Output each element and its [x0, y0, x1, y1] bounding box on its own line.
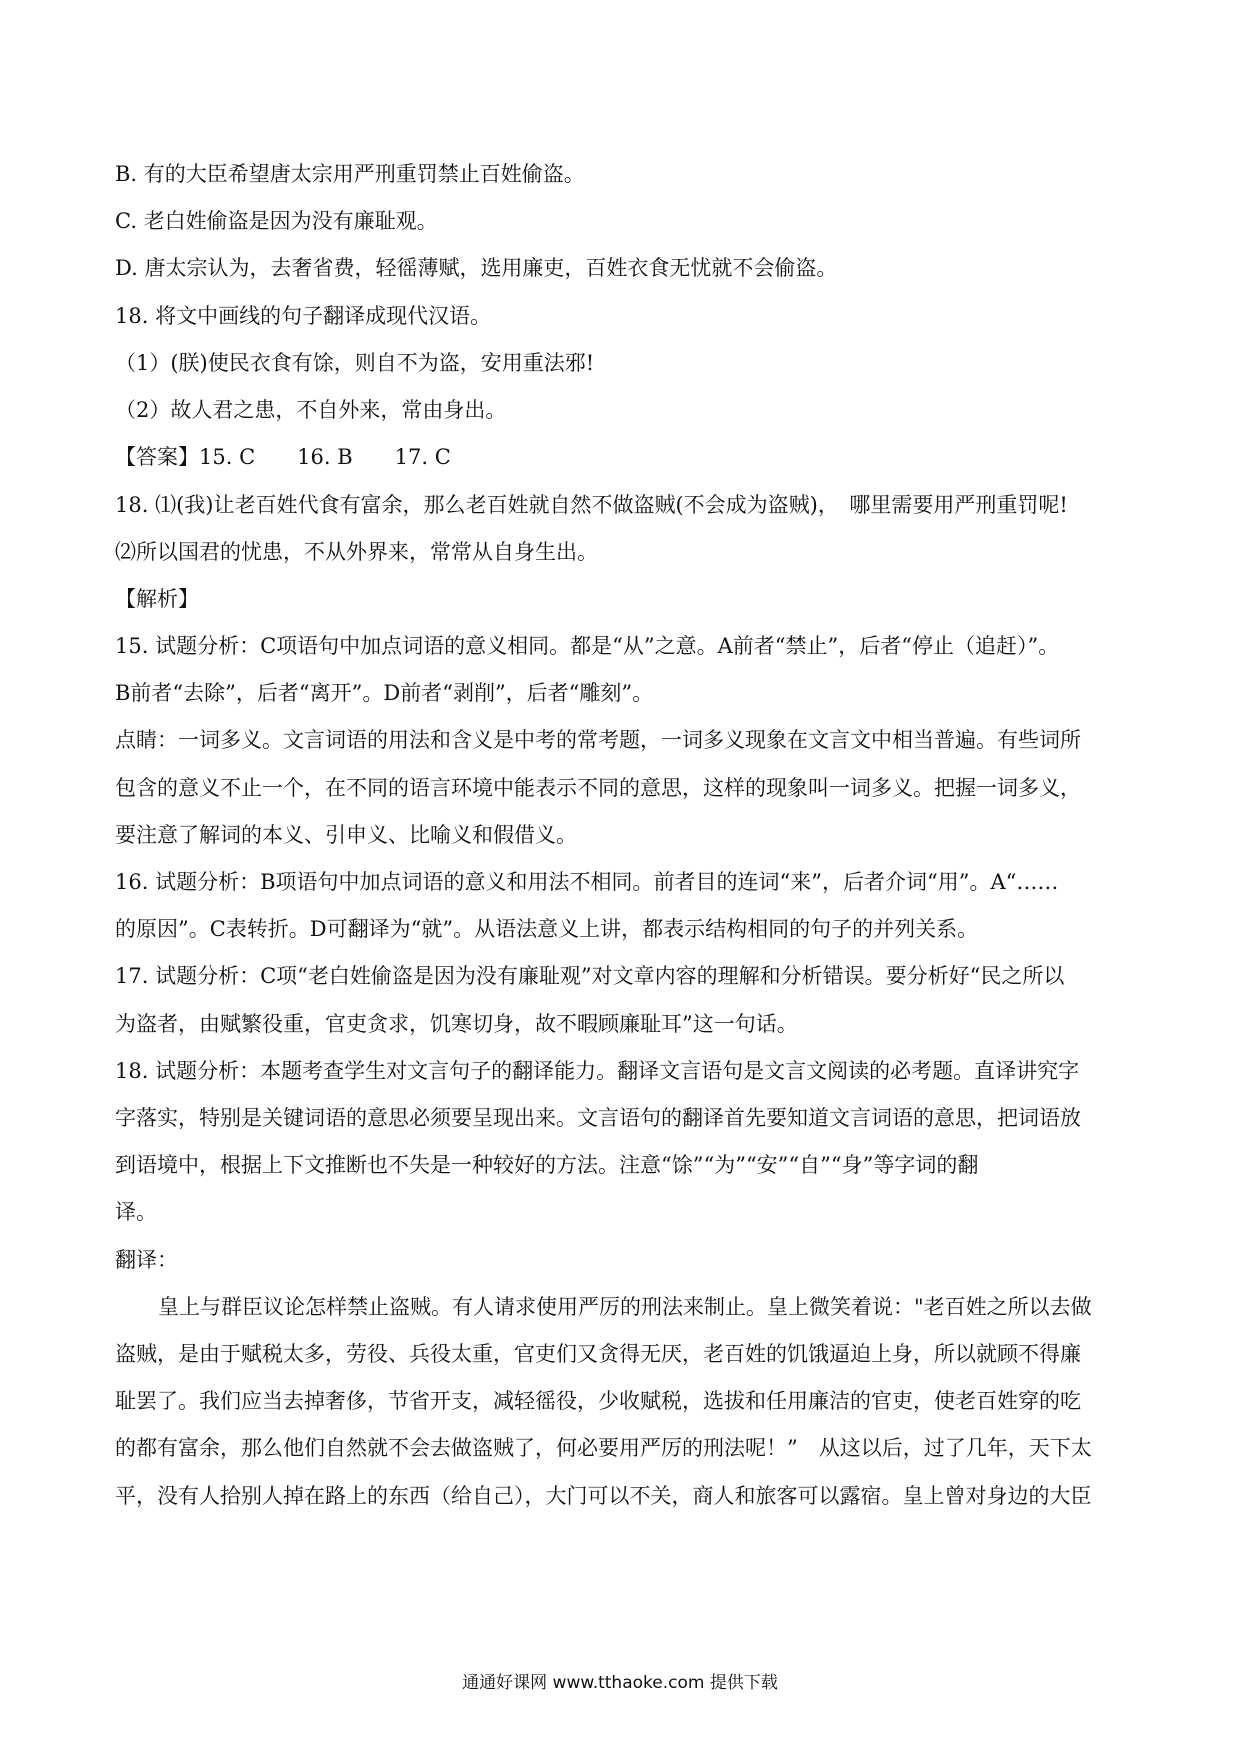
line-text: 【答案】15. C 16. B 17. C: [115, 445, 451, 469]
line-text: 16. 试题分析：B项语句中加点词语的意义和用法不相同。前者目的连词“来”，后者介词“用”。A“……: [115, 870, 1059, 894]
text-line: [0, 1379, 1240, 1423]
page-footer: 通通好课网 www.tthaoke.com 提供下载: [462, 1673, 778, 1693]
text-line: [0, 388, 1240, 432]
line-text: 15. 试题分析：C项语句中加点词语的意义相同。都是“从”之意。A前者“禁止”，后者“停止（追赶）”。: [115, 634, 1060, 658]
text-line: [0, 199, 1240, 243]
text-line: [0, 718, 1240, 762]
text-line: [0, 341, 1240, 385]
text-line: [0, 860, 1240, 904]
line-text: 到语境中，根据上下文推断也不失是一种较好的方法。注意“馀”“为”“安”“自”“身”等字词的翻: [115, 1153, 979, 1177]
text-line: [0, 246, 1240, 290]
line-text: 要注意了解词的本义、引申义、比喻义和假借义。: [115, 823, 577, 847]
text-line: [0, 1332, 1240, 1376]
text-line: [0, 530, 1240, 574]
line-text: ⑵所以国君的忧患，不从外界来，常常从自身生出。: [115, 540, 598, 564]
text-line: [0, 1426, 1240, 1470]
line-text: 点睛：一词多义。文言词语的用法和含义是中考的常考题，一词多义现象在文言文中相当普遍。有些词所: [115, 728, 1081, 752]
line-text: 18. 将文中画线的句子翻译成现代汉语。: [115, 304, 492, 328]
text-line: [0, 1002, 1240, 1046]
line-text: （2）故人君之患，不自外来，常由身出。: [115, 398, 507, 422]
line-text: 的原因”。C表转折。D可翻译为“就”。从语法意义上讲，都表示结构相同的句子的并列关系。: [115, 917, 979, 941]
text-line: [0, 624, 1240, 668]
line-text: C. 老白姓偷盗是因为没有廉耻观。: [115, 209, 438, 233]
line-text: 耻罢了。我们应当去掉奢侈，节省开支，减轻徭役，少收赋税，选拔和任用廉洁的官吏，使老百姓穿的吃: [115, 1389, 1081, 1413]
text-line: [0, 813, 1240, 857]
text-line: [0, 1143, 1240, 1187]
text-line: [0, 1049, 1240, 1093]
analysis-heading: [0, 577, 1240, 621]
line-text: 18. ⑴(我)让老百姓代食有富余，那么老百姓就自然不做盗贼(不会成为盗贼)， 哪里需要用严刑重罚呢!: [115, 493, 1068, 517]
line-text: 包含的意义不止一个，在不同的语言环境中能表示不同的意思，这样的现象叫一词多义。把握一词多义，: [115, 776, 1081, 800]
text-line: [0, 671, 1240, 715]
line-text: 译。: [115, 1200, 157, 1224]
text-line: [0, 1474, 1240, 1518]
line-text: 翻译：: [115, 1248, 178, 1272]
text-line: [0, 1285, 1240, 1329]
text-line: [0, 1190, 1240, 1234]
text-line: [0, 766, 1240, 810]
text-line: [0, 1238, 1240, 1282]
line-text: D. 唐太宗认为，去奢省费，轻徭薄赋，选用廉吏，百姓衣食无忧就不会偷盗。: [115, 256, 838, 280]
line-text: 18. 试题分析：本题考查学生对文言句子的翻译能力。翻译文言语句是文言文阅读的必考题。直译讲究字: [115, 1059, 1080, 1083]
text-line: [0, 907, 1240, 951]
line-text: 【解析】: [115, 587, 199, 611]
line-text: 盗贼，是由于赋税太多，劳役、兵役太重，官吏们又贪得无厌，老百姓的饥饿逼迫上身，所以就顾不得廉: [115, 1342, 1081, 1366]
line-text: 17. 试题分析：C项“老白姓偷盗是因为没有廉耻观”对文章内容的理解和分析错误。要分析好“民之所以: [115, 964, 1065, 988]
text-line: [0, 1096, 1240, 1140]
line-text: （1）(朕)使民衣食有馀，则自不为盗，安用重法邪!: [115, 351, 595, 375]
line-text: 平，没有人拾别人掉在路上的东西（给自己），大门可以不关，商人和旅客可以露宿。皇上曾对身边的大臣: [115, 1484, 1092, 1508]
text-line: [0, 294, 1240, 338]
line-text: 为盗者，由赋繁役重，官吏贪求，饥寒切身，故不暇顾廉耻耳”这一句话。: [115, 1012, 798, 1036]
line-text: 皇上与群臣议论怎样禁止盗贼。有人请求使用严厉的刑法来制止。皇上微笑着说："老百姓之所以去做: [158, 1295, 1092, 1319]
line-text: 的都有富余，那么他们自然就不会去做盗贼了，何必要用严厉的刑法呢！” 从这以后，过了几年，天下太: [115, 1436, 1092, 1460]
text-line: [0, 152, 1240, 196]
line-text: 字落实，特别是关键词语的意思必须要呈现出来。文言语句的翻译首先要知道文言词语的意思，把词语放: [115, 1106, 1081, 1130]
line-text: B. 有的大臣希望唐太宗用严刑重罚禁止百姓偷盗。: [115, 162, 585, 186]
text-line: [0, 954, 1240, 998]
line-text: B前者“去除”，后者“离开”。D前者“剥削”，后者“雕刻”。: [115, 681, 654, 705]
answer-line: [0, 435, 1240, 479]
text-line: [0, 483, 1240, 527]
